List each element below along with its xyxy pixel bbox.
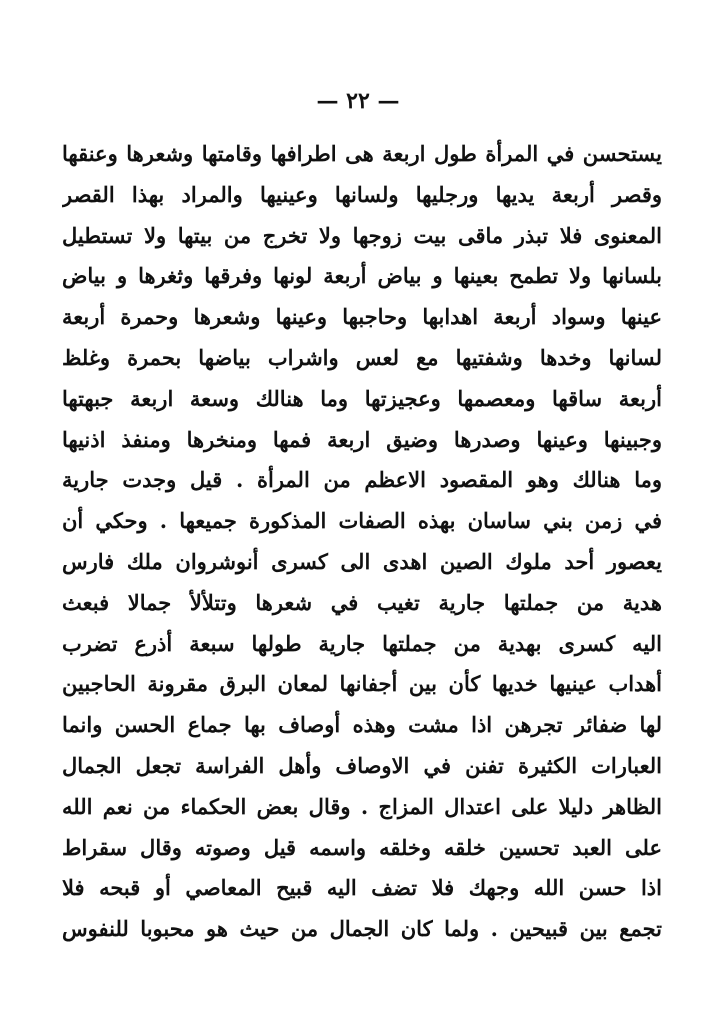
text-line-10: في زمن بني ساسان بهذه الصفات المذكورة جميعها . وحكي أن (62, 508, 662, 534)
page-number: — ٢٢ — (316, 88, 400, 114)
text-line-3: المعنوى فلا تبذر ماقى بيت زوجها ولا تخرج من بيتها ولا تستطيل (62, 222, 662, 248)
text-line-14: أهداب عينيها خديها كأن بين أجفانها لمعان البرق مقرونة الحاجبين (62, 671, 662, 697)
text-line-20: تجمع بين قبيحين . ولما كان الجمال من حيث هو محبوبا للنفوس (62, 916, 662, 942)
text-line-19: اذا حسن الله وجهك فلا تضف اليه قبيح المعاصي أو قبحه فلا (62, 875, 662, 901)
text-line-15: لها ضفائر تجرهن اذا مشت وهذه أوصاف بها جماع الحسن وانما (62, 712, 662, 738)
text-line-18: على العبد تحسين خلقه وخلقه واسمه قيل وصوته وقال سقراط (62, 834, 662, 860)
text-line-17: الظاهر دليلا على اعتدال المزاج . وقال بعض الحكماء من نعم الله (62, 793, 662, 819)
text-line-4: بلسانها ولا تطمح بعينها و بياض أربعة لونها وفرقها وثغرها و بياض (62, 263, 662, 289)
text-line-8: وجبينها وعينها وصدرها وضيق اربعة فمها ومنخرها ومنفذ اذنيها (62, 426, 662, 452)
text-line-6: لسانها وخدها وشفتيها مع لعس واشراب بياضها بحمرة وغلظ (62, 344, 662, 370)
text-line-11: يعصور أحد ملوك الصين اهدى الى كسرى أنوشروان ملك فارس (62, 548, 662, 574)
text-line-9: وما هنالك وهو المقصود الاعظم من المرأة . قيل وجدت جارية (62, 467, 662, 493)
body-text (62, 134, 662, 950)
text-line-1: يستحسن في المرأة طول اربعة هى اطرافها وقامتها وشعرها وعنقها (62, 141, 662, 166)
text-line-16: العبارات الكثيرة تفنن في الاوصاف وأهل الفراسة تجعل الجمال (62, 752, 662, 778)
text-line-7: أربعة ساقها ومعصمها وعجيزتها وما هنالك وسعة اربعة جبهتها (62, 385, 662, 411)
text-line-12: هدية من جملتها جارية تغيب في شعرها وتتلألأ جمالا فبعث (62, 589, 662, 615)
text-line-5: عينها وسواد أربعة اهدابها وحاجبها وعينها وشعرها وحمرة أربعة (62, 304, 662, 330)
text-line-13: اليه كسرى بهدية من جملتها جارية طولها سبعة أذرع تضرب (62, 630, 662, 656)
text-line-2: وقصر أربعة يديها ورجليها ولسانها وعينيها والمراد بهذا القصر (62, 181, 662, 207)
